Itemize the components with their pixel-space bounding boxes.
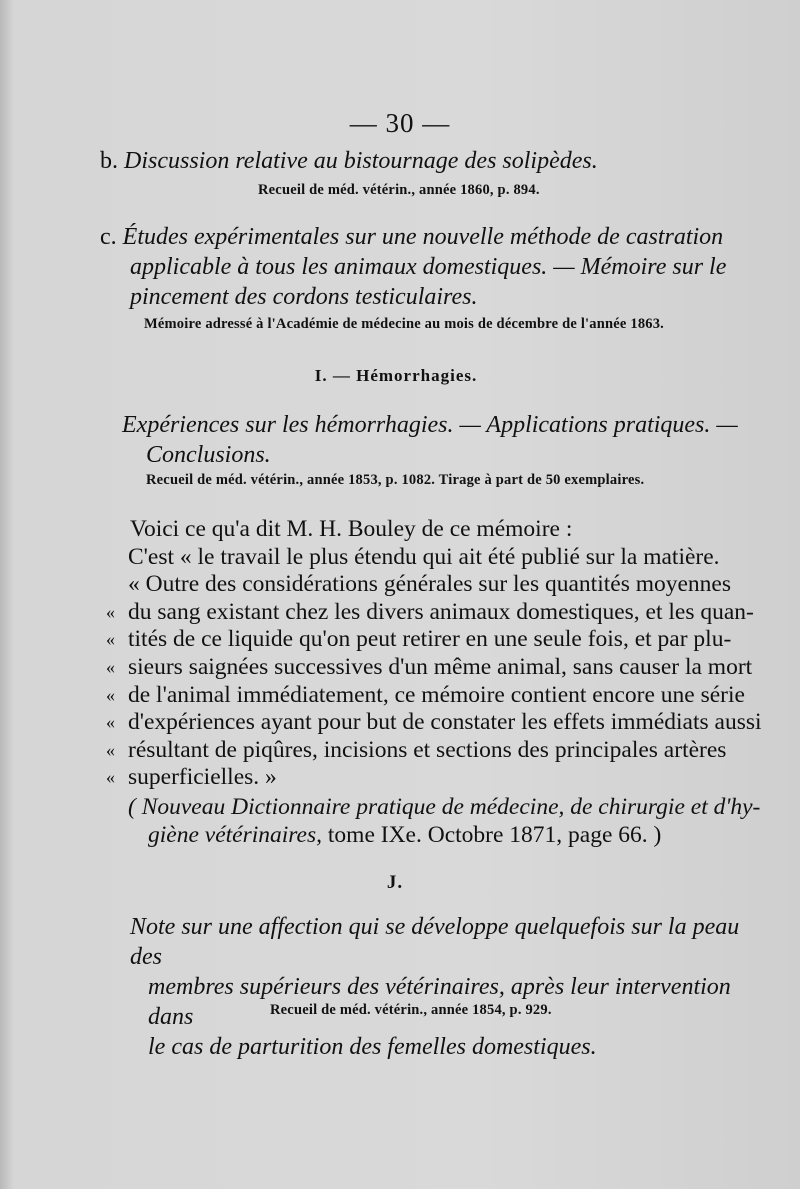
body-line — [106, 709, 762, 736]
entry-title-text: pincement des cordons testiculaires. — [130, 284, 478, 310]
body-text: C'est « le travail le plus étendu qui ait été publié sur la matière. — [128, 543, 720, 570]
entry-b-reference: Recueil de méd. vétérin., année 1860, p. 894. — [258, 182, 540, 198]
body-line — [106, 598, 754, 625]
body-text: de l'animal immédiatement, ce mémoire contient encore une série — [128, 681, 745, 708]
quote-mark: « — [106, 601, 115, 622]
section-i-reference: Recueil de méd. vétérin., année 1853, p. 1082. Tirage à part de 50 exemplaires. — [146, 472, 645, 488]
body-text: tités de ce liquide qu'on peut retirer en une seule fois, et par plu- — [128, 626, 732, 653]
entry-c-reference: Mémoire adressé à l'Académie de médecine au mois de décembre de l'année 1863. — [144, 316, 664, 332]
entry-c-title — [100, 222, 740, 312]
section-title-text: Note sur une affection qui se développe quelquefois sur la peau des — [130, 914, 740, 970]
body-text: sieurs saignées successives d'un même animal, sans causer la mort — [128, 654, 753, 680]
page-number: — 30 — — [349, 108, 451, 138]
citation-plain-text: tome IXe. Octobre 1871, page 66. ) — [322, 822, 662, 848]
quote-mark: « — [106, 684, 115, 705]
entry-title-text: Études expérimentales sur une nouvelle méthode de castration — [122, 224, 724, 250]
section-i-title — [122, 410, 762, 470]
section-j-title — [130, 912, 750, 1062]
quote-mark: « — [106, 767, 115, 788]
citation-line — [148, 822, 748, 848]
body-text: « Outre des considérations générales sur les quantités moyennes — [128, 571, 732, 598]
section-title-text: le cas de parturition des femelles domestiques. — [148, 1034, 597, 1060]
body-line — [106, 736, 728, 763]
body-line — [106, 654, 753, 680]
section-title-text: Expériences sur les hémorrhagies. — Applications pratiques. — — [122, 412, 738, 438]
quote-mark: « — [106, 739, 115, 760]
body-text: superficielles. » — [128, 764, 277, 791]
section-j-reference: Recueil de méd. vétérin., année 1854, p. 929. — [270, 1002, 552, 1018]
section-title-text: membres supérieurs des vétérinaires, après leur intervention dans — [148, 974, 731, 1030]
body-line — [106, 626, 732, 653]
entry-letter: b. — [100, 148, 118, 174]
body-text: d'expériences ayant pour but de constater les effets immédiats aussi — [128, 709, 762, 736]
body-text: résultant de piqûres, incisions et sections des principales artères — [128, 736, 727, 763]
body-line — [106, 681, 745, 708]
section-title-text: Conclusions. — [146, 442, 271, 468]
quote-mark: « — [106, 629, 115, 650]
citation-text: ( Nouveau Dictionnaire pratique de médecine, de chirurgie et d'hy- — [128, 794, 761, 820]
entry-title-text: applicable à tous les animaux domestiques. — Mémoire sur le — [130, 254, 727, 280]
quote-mark: « — [106, 712, 115, 733]
body-text: du sang existant chez les divers animaux domestiques, et les quan- — [128, 598, 754, 625]
quote-mark: « — [106, 657, 115, 677]
citation-text: giène vétérinaires, — [148, 822, 323, 848]
body-line — [128, 544, 728, 570]
body-line — [128, 571, 732, 598]
body-text: Voici ce qu'a dit M. H. Bouley de ce mémoire : — [130, 516, 573, 542]
section-heading-j: J. — [386, 872, 404, 893]
body-line — [130, 516, 730, 542]
entry-title-text: Discussion relative au bistournage des solipèdes. — [124, 148, 598, 174]
entry-b-title — [100, 146, 740, 176]
section-heading-hemorrhagies: I. — Hémorrhagies. — [314, 366, 478, 385]
body-line — [106, 764, 728, 791]
entry-letter: c. — [100, 224, 117, 250]
citation-line — [128, 794, 761, 820]
